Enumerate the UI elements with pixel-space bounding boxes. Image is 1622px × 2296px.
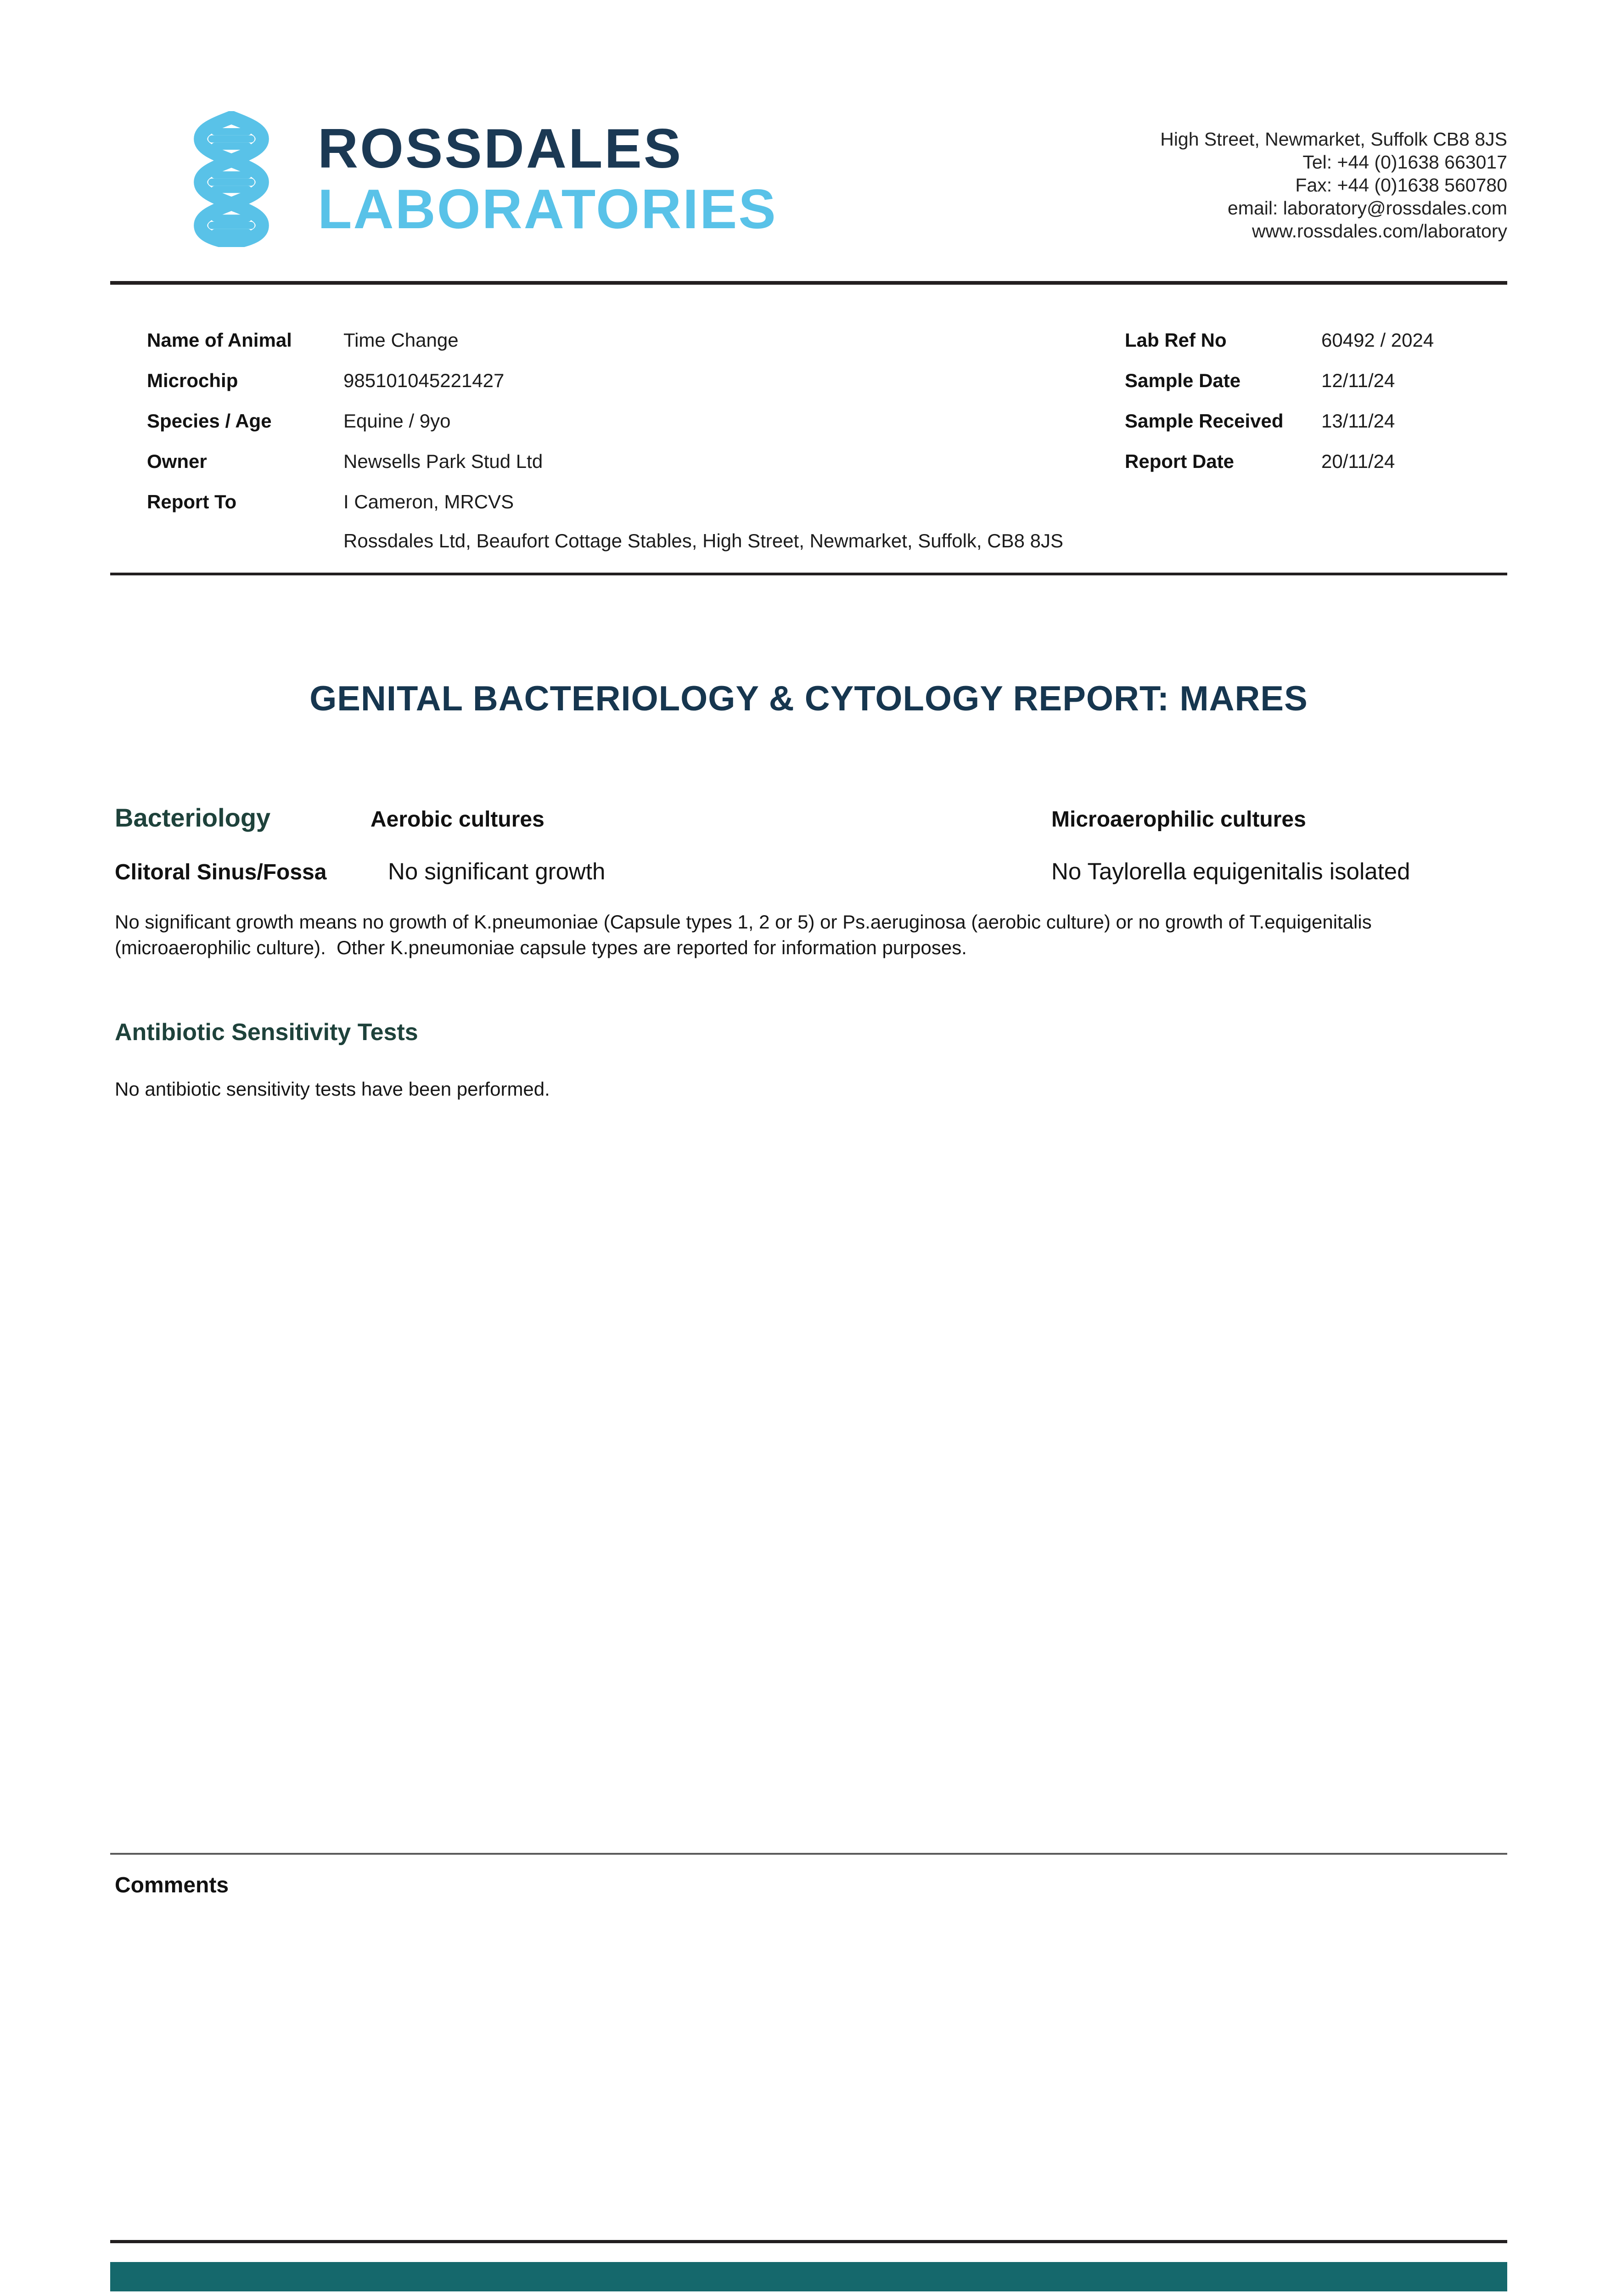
antibiotic-heading: Antibiotic Sensitivity Tests (115, 1019, 418, 1046)
label-species-age: Species / Age (147, 410, 272, 432)
value-sample-received: 13/11/24 (1321, 410, 1395, 432)
logo-rossdales: ROSSDALES (318, 117, 683, 180)
info-divider (110, 573, 1507, 575)
contact-tel: Tel: +44 (0)1638 663017 (1302, 152, 1507, 173)
label-sample-date: Sample Date (1125, 370, 1241, 391)
contact-email: email: laboratory@rossdales.com (1227, 197, 1507, 219)
label-owner: Owner (147, 450, 207, 472)
value-microchip: 985101045221427 (343, 370, 505, 391)
aerobic-result: No significant growth (388, 858, 606, 884)
page-title: GENITAL BACTERIOLOGY & CYTOLOGY REPORT: MARES (309, 679, 1308, 718)
logo (169, 111, 777, 247)
logo-laboratories: LABORATORIES (318, 178, 777, 240)
bacteriology-note: No significant growth means no growth of K.pneumoniae (Capsule types 1, 2 or 5) or Ps.aeruginosa (aerobic culture) or no growth of T.equigenitalis (microaerophilic culture). Other K.pneumoniae capsule types are reported for information purposes. (115, 911, 1377, 958)
footer-teal-bar (110, 2262, 1507, 2291)
header-divider (110, 281, 1507, 285)
microaerophilic-result: No Taylorella equigenitalis isolated (1051, 858, 1410, 884)
comments-divider (110, 1853, 1507, 1855)
value-sample-date: 12/11/24 (1321, 370, 1395, 391)
report-to-address: Rossdales Ltd, Beaufort Cottage Stables, High Street, Newmarket, Suffolk, CB8 8JS (343, 530, 1064, 551)
aerobic-cultures-column-header: Aerobic cultures (370, 807, 544, 832)
value-owner: Newsells Park Stud Ltd (343, 450, 543, 472)
antibiotic-text: No antibiotic sensitivity tests have been performed. (115, 1078, 550, 1100)
value-report-date: 20/11/24 (1321, 450, 1395, 472)
value-species-age: Equine / 9yo (343, 410, 451, 432)
value-report-to: I Cameron, MRCVS (343, 491, 514, 512)
clitoral-sinus-fossa-label: Clitoral Sinus/Fossa (115, 860, 327, 884)
dna-helix-icon (169, 111, 294, 247)
label-lab-ref-no: Lab Ref No (1125, 329, 1227, 351)
value-lab-ref-no: 60492 / 2024 (1321, 329, 1434, 351)
label-report-to: Report To (147, 491, 237, 512)
comments-heading: Comments (115, 1873, 229, 1897)
logo-text (318, 118, 777, 240)
label-report-date: Report Date (1125, 450, 1235, 472)
label-sample-received: Sample Received (1125, 410, 1284, 432)
value-name-of-animal: Time Change (343, 329, 459, 351)
contact-fax: Fax: +44 (0)1638 560780 (1295, 174, 1507, 196)
label-microchip: Microchip (147, 370, 238, 391)
microaerophilic-cultures-column-header: Microaerophilic cultures (1051, 807, 1306, 832)
footer-divider (110, 2240, 1507, 2243)
contact-address: High Street, Newmarket, Suffolk CB8 8JS (1160, 129, 1507, 150)
contact-block (1160, 128, 1507, 242)
bacteriology-heading: Bacteriology (115, 803, 271, 832)
label-name-of-animal: Name of Animal (147, 329, 292, 351)
contact-web: www.rossdales.com/laboratory (1252, 220, 1507, 242)
